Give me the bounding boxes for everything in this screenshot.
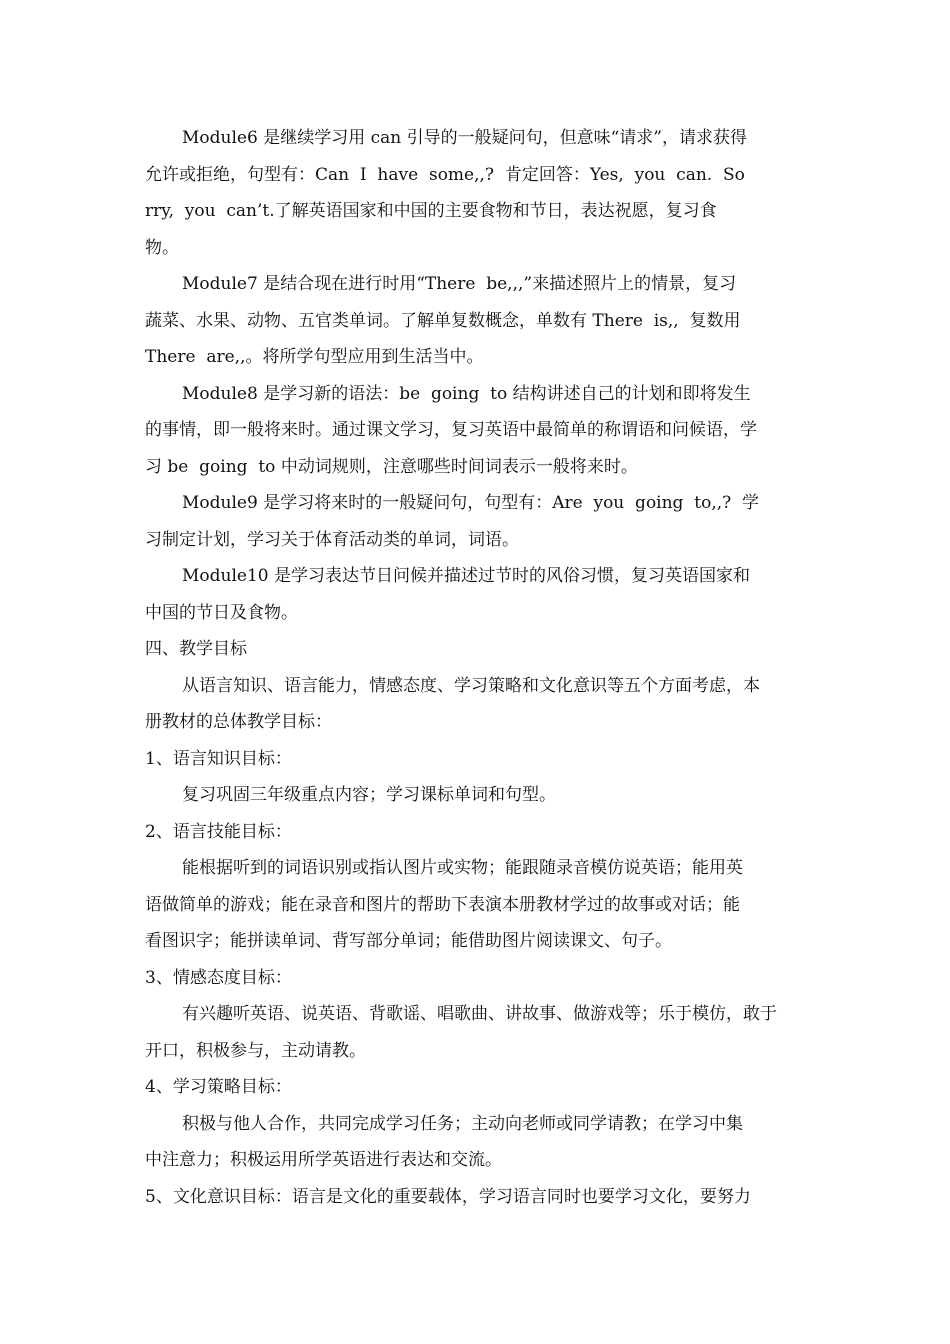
text-line: 蔬菜、水果、动物、五官类单词。了解单复数概念，单数有 There is,, 复数用: [145, 310, 741, 331]
text-line: 积极与他人合作，共同完成学习任务；主动向老师或同学请教；在学习中集: [182, 1113, 743, 1134]
document-page: [145, 120, 810, 1215]
text-line: 允许或拒绝，句型有：Can I have some,,? 肯定回答：Yes, you can. So: [145, 164, 745, 185]
text-line: 能根据听到的词语识别或指认图片或实物；能跟随录音模仿说英语；能用英: [182, 858, 743, 878]
text-line: 册教材的总体教学目标：: [145, 712, 332, 732]
text-line: 5、文化意识目标：语言是文化的重要载体，学习语言同时也要学习文化，要努力: [145, 1186, 751, 1207]
text-line: 从语言知识、语言能力，情感态度、学习策略和文化意识等五个方面考虑，本: [182, 675, 760, 696]
text-line: Module6 是继续学习用 can 引导的一般疑问句，但意味“请求”，请求获得: [182, 128, 747, 148]
text-line: Module7 是结合现在进行时用“There be,,,”来描述照片上的情景，复习: [182, 274, 737, 294]
text-line: 有兴趣听英语、说英语、背歌谣、唱歌曲、讲故事、做游戏等；乐于模仿，敢于: [182, 1004, 777, 1024]
text-line: 中注意力；积极运用所学英语进行表达和交流。: [145, 1150, 502, 1170]
text-line: 物。: [145, 237, 179, 258]
text-line: 1、语言知识目标：: [145, 748, 292, 769]
text-line: 复习巩固三年级重点内容；学习课标单词和句型。: [182, 785, 556, 805]
text-line: 中国的节日及食物。: [145, 602, 298, 623]
text-line: 语做简单的游戏；能在录音和图片的帮助下表演本册教材学过的故事或对话；能: [145, 894, 740, 915]
text-line: Module9 是学习将来时的一般疑问句，句型有：Are you going to,,? 学: [182, 493, 760, 513]
text-line: 四、教学目标: [145, 639, 247, 659]
text-line: 习制定计划，学习关于体育活动类的单词，词语。: [145, 529, 519, 550]
text-line: 习 be going to 中动词规则，注意哪些时间词表示一般将来时。: [145, 456, 638, 477]
text-line: Module10 是学习表达节日问候并描述过节时的风俗习惯，复习英语国家和: [182, 566, 751, 586]
text-line: Module8 是学习新的语法：be going to 结构讲述自己的计划和即将发生: [182, 383, 751, 404]
text-line: There are,,。将所学句型应用到生活当中。: [145, 347, 484, 367]
text-line: 2、语言技能目标：: [145, 821, 292, 842]
text-line: rry, you can’t.了解英语国家和中国的主要食物和节日，表达祝愿，复习食: [145, 201, 717, 221]
text-line: 3、情感态度目标：: [145, 967, 292, 988]
text-line: 的事情，即一般将来时。通过课文学习，复习英语中最简单的称谓语和问候语，学: [145, 420, 757, 440]
text-line: 4、学习策略目标：: [145, 1077, 292, 1097]
text-line: 看图识字；能拼读单词、背写部分单词；能借助图片阅读课文、句子。: [145, 931, 672, 951]
text-line: 开口，积极参与，主动请教。: [145, 1040, 366, 1061]
